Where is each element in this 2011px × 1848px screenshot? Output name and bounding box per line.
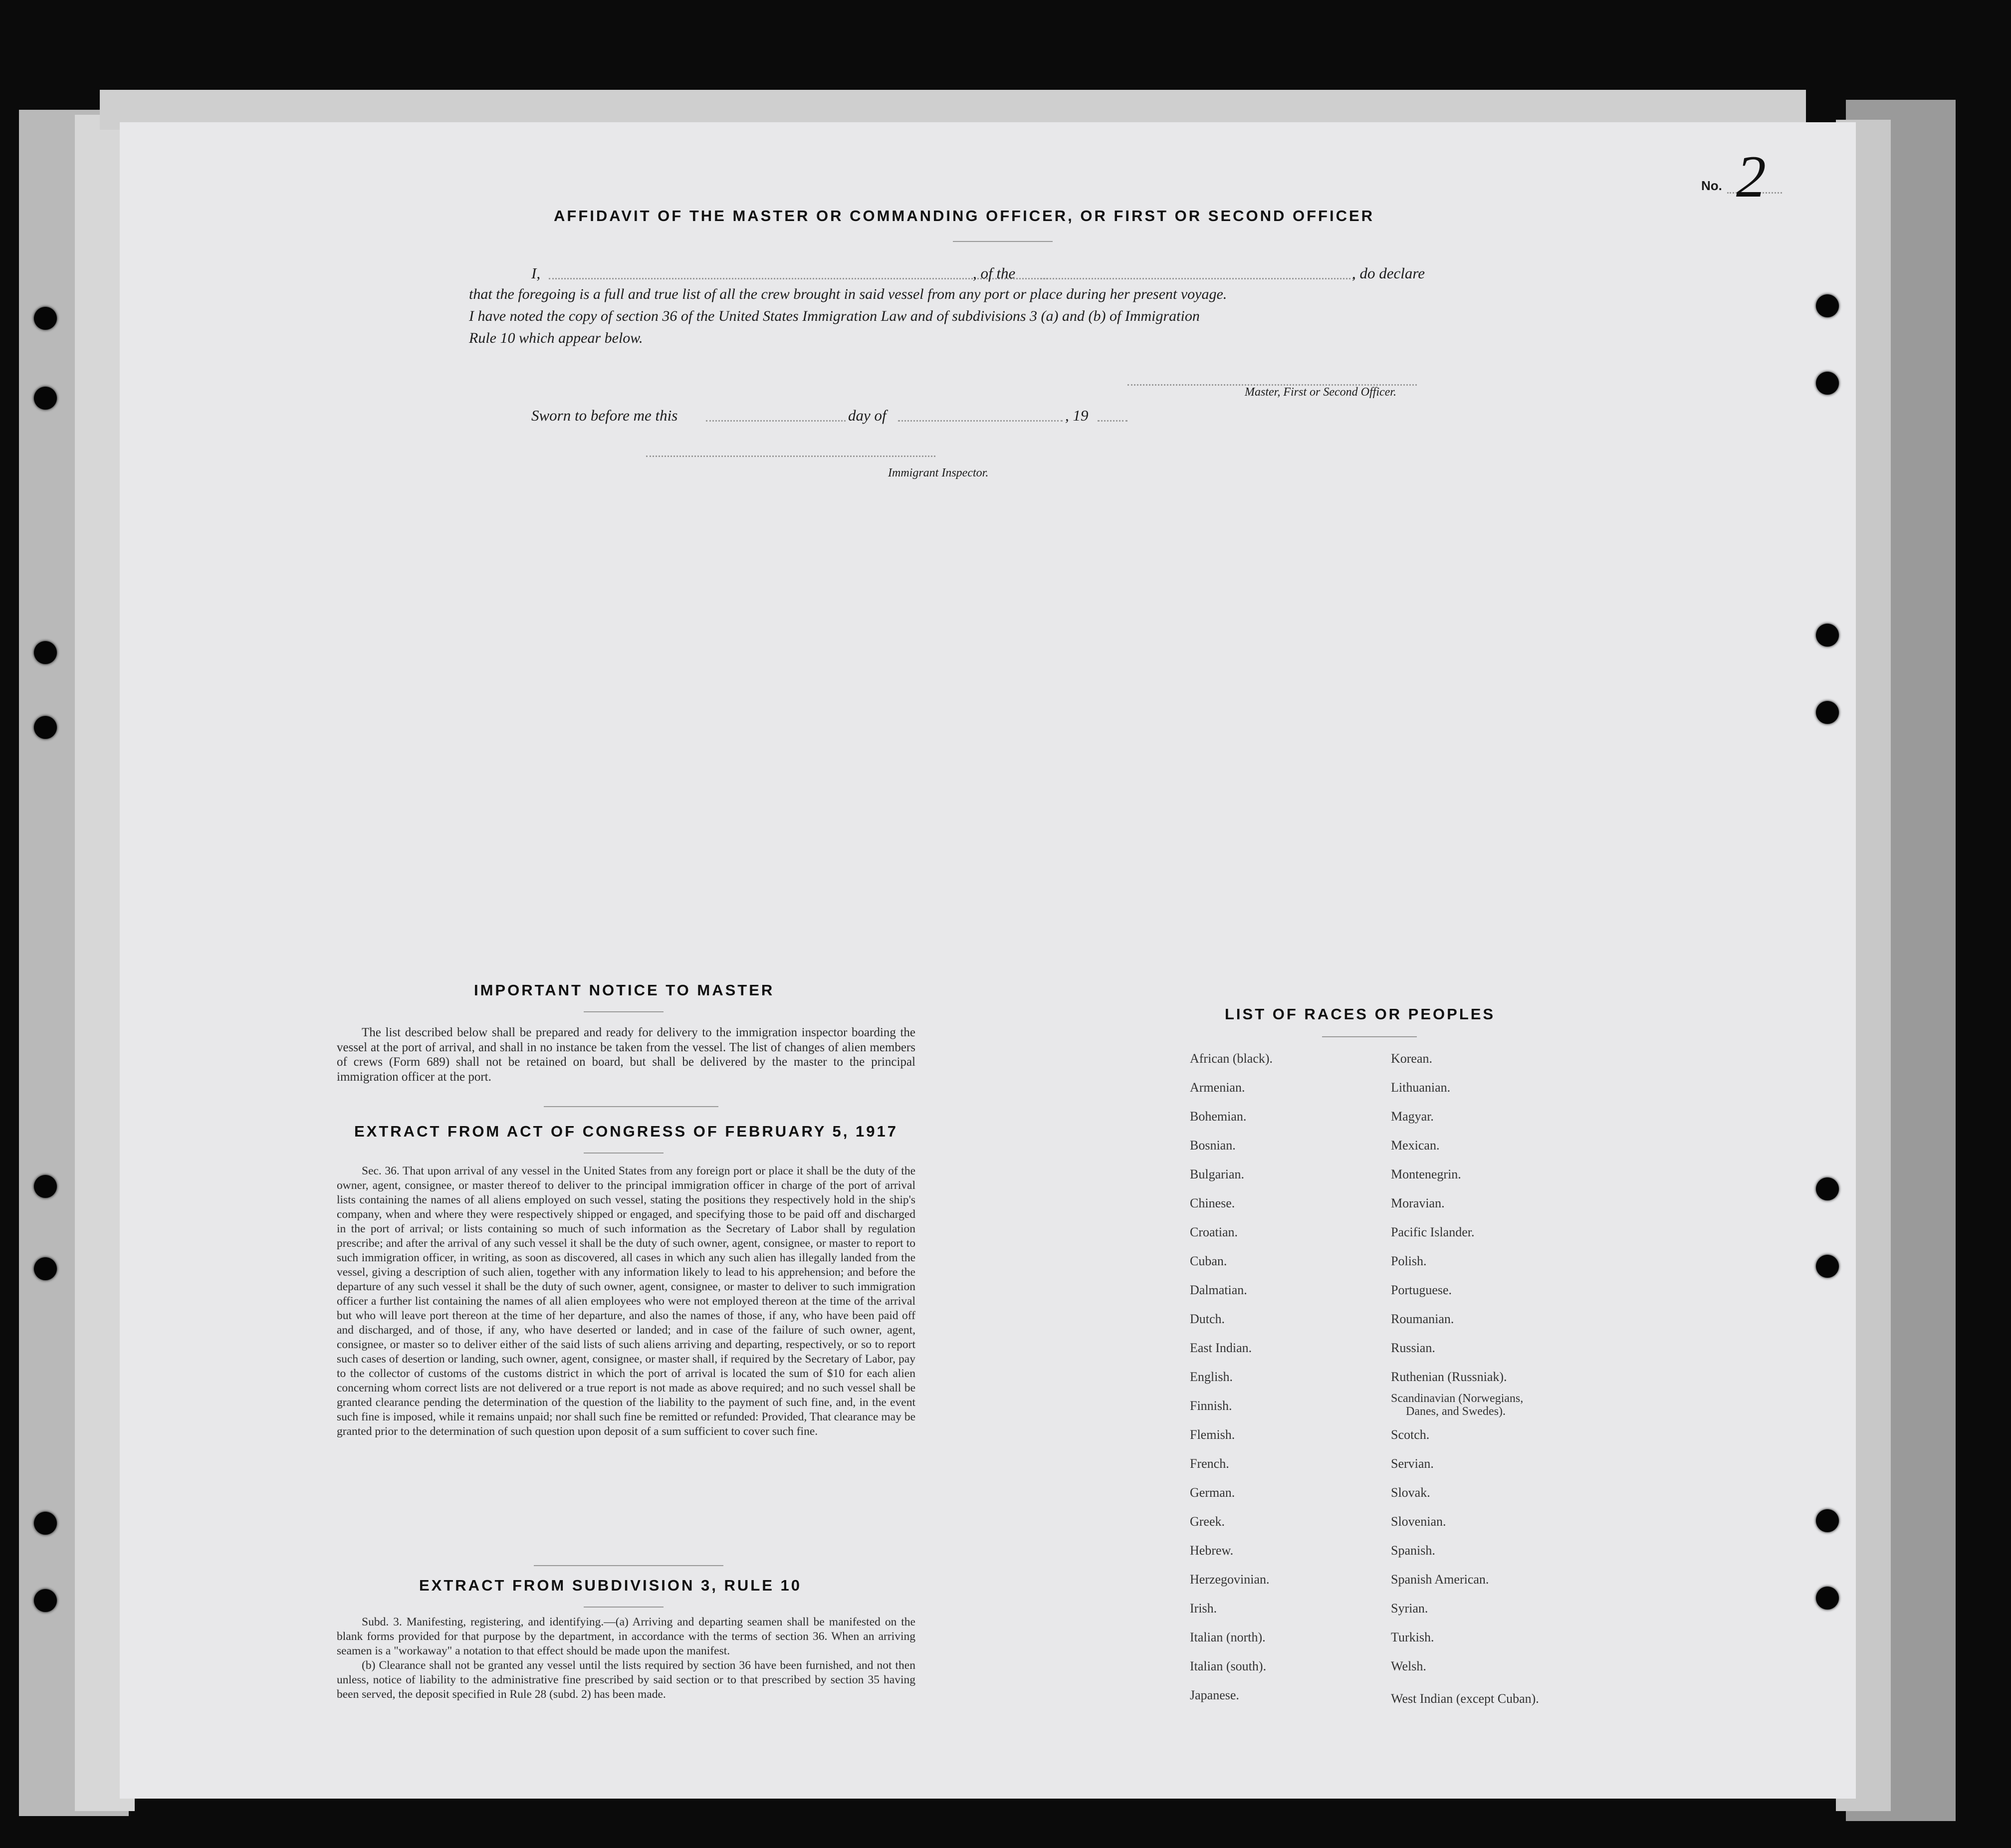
race-item: English.	[1190, 1370, 1233, 1384]
race-item: Moravian.	[1391, 1196, 1445, 1210]
race-item: West Indian (except Cuban).	[1391, 1691, 1539, 1706]
race-item: French.	[1190, 1456, 1229, 1471]
punch-hole	[34, 1175, 57, 1198]
notice-paragraph: The list described below shall be prepared and ready for delivery to the immigration inspector boarding the vessel at the port of arrival, and shall in no instance be taken from the vessel. The list of changes of alien members of crews (Form 689) shall not be retained on board, but shall be delivered by the master to the principal immigration officer at the port.	[337, 1026, 915, 1084]
race-item: Flemish.	[1190, 1427, 1235, 1442]
punch-hole	[34, 716, 57, 739]
race-item: Bosnian.	[1190, 1138, 1236, 1153]
race-item: Croatian.	[1190, 1225, 1238, 1239]
divider	[584, 1607, 664, 1608]
race-item: Spanish American.	[1391, 1572, 1489, 1587]
punch-hole	[1816, 1255, 1839, 1278]
punch-hole	[34, 641, 57, 664]
affidavit-title: AFFIDAVIT OF THE MASTER OR COMMANDING OFFICER, OR FIRST OR SECOND OFFICER	[554, 207, 1375, 225]
race-item: Polish.	[1391, 1254, 1427, 1268]
race-item: Chinese.	[1190, 1196, 1235, 1210]
race-item: Italian (south).	[1190, 1659, 1267, 1673]
race-item: Japanese.	[1190, 1688, 1239, 1702]
punch-hole	[1816, 624, 1839, 647]
master-caption: Master, First or Second Officer.	[1245, 386, 1396, 399]
inspector-caption: Immigrant Inspector.	[888, 466, 989, 479]
race-item: Finnish.	[1190, 1398, 1232, 1413]
punch-hole	[34, 1589, 57, 1612]
race-item: Scotch.	[1391, 1427, 1430, 1442]
extract-rule-text	[337, 1615, 915, 1702]
race-item: Korean.	[1391, 1051, 1433, 1066]
affidavit-do-declare: , do declare	[1352, 264, 1425, 282]
affidavit-line-2: that the foregoing is a full and true list of all the crew brought in said vessel from any port or place during her present voyage.	[469, 286, 1227, 302]
race-item: Ruthenian (Russniak).	[1391, 1370, 1507, 1384]
race-item-continuation: Danes, and Swedes).	[1406, 1405, 1506, 1418]
race-item: Bohemian.	[1190, 1109, 1247, 1124]
punch-hole	[1816, 1509, 1839, 1532]
race-item: Magyar.	[1391, 1109, 1434, 1124]
race-item: Lithuanian.	[1391, 1080, 1451, 1095]
race-item: Mexican.	[1391, 1138, 1440, 1153]
divider	[534, 1565, 723, 1566]
affidavit-i: I,	[531, 264, 541, 282]
subd-3-a-paragraph: Subd. 3. Manifesting, registering, and identifying.—(a) Arriving and departing seamen shall be manifested on the blank forms provided for that purpose by the department, in accordance with the terms of section 36. When an arriving seamen is a "workaway" a notation to that effect should be made upon the manifest.	[337, 1616, 915, 1657]
punch-hole	[1816, 701, 1839, 724]
punch-hole	[34, 387, 57, 410]
race-item: German.	[1190, 1485, 1235, 1500]
punch-hole	[1816, 1177, 1839, 1200]
affidavit-line-3: I have noted the copy of section 36 of the United States Immigration Law and of subdivisions 3 (a) and (b) of Immigration	[469, 308, 1200, 324]
race-item: Portuguese.	[1391, 1283, 1452, 1297]
punch-hole	[34, 307, 57, 330]
notice-title: IMPORTANT NOTICE TO MASTER	[474, 981, 775, 999]
extract-rule-title: EXTRACT FROM SUBDIVISION 3, RULE 10	[419, 1577, 802, 1594]
notice-text	[337, 1025, 915, 1084]
race-item: Cuban.	[1190, 1254, 1227, 1268]
race-item: Spanish.	[1391, 1543, 1435, 1558]
sheet-number-label: No.	[1701, 178, 1722, 193]
race-item: Irish.	[1190, 1601, 1217, 1616]
race-item: Scandinavian (Norwegians,	[1391, 1392, 1524, 1405]
race-item: East Indian.	[1190, 1341, 1252, 1355]
race-item: Greek.	[1190, 1514, 1225, 1529]
month-blank	[898, 420, 1063, 422]
affidavit-of-the: , of the	[973, 264, 1016, 282]
race-item: Slovak.	[1391, 1485, 1430, 1500]
year-prefix: , 19	[1065, 407, 1089, 424]
sworn-text: Sworn to before me this	[531, 407, 678, 424]
extract-act-title: EXTRACT FROM ACT OF CONGRESS OF FEBRUARY 5, 1917	[354, 1123, 898, 1140]
divider	[1322, 1036, 1417, 1037]
year-blank	[1098, 420, 1127, 422]
divider	[544, 1106, 718, 1107]
race-item: Dalmatian.	[1190, 1283, 1247, 1297]
race-item: Herzegovinian.	[1190, 1572, 1270, 1587]
punch-hole	[1816, 1587, 1839, 1610]
races-title: LIST OF RACES OR PEOPLES	[1225, 1005, 1496, 1023]
race-item: Italian (north).	[1190, 1630, 1266, 1644]
race-item: Russian.	[1391, 1341, 1435, 1355]
divider	[953, 241, 1053, 242]
day-blank	[706, 420, 846, 422]
vessel-blank	[1040, 278, 1354, 279]
punch-hole	[1816, 294, 1839, 317]
day-of-text: day of	[848, 407, 887, 424]
race-item: Bulgarian.	[1190, 1167, 1245, 1181]
race-item: Montenegrin.	[1391, 1167, 1461, 1181]
race-item: Welsh.	[1391, 1659, 1426, 1673]
race-item: Hebrew.	[1190, 1543, 1234, 1558]
divider	[584, 1153, 664, 1154]
race-item: Turkish.	[1391, 1630, 1434, 1644]
race-item: Pacific Islander.	[1391, 1225, 1475, 1239]
subd-3-b-paragraph: (b) Clearance shall not be granted any vessel until the lists required by section 36 have been furnished, and not then unless, notice of liability to the administrative fine prescribed by said section or to that prescribed by section 35 having been served, the deposit specified in Rule 28 (subd. 2) has been made.	[337, 1659, 915, 1701]
punch-hole	[1816, 372, 1839, 395]
inspector-signature-blank	[646, 456, 935, 457]
affidavit-line-4: Rule 10 which appear below.	[469, 330, 643, 346]
divider	[584, 1011, 664, 1012]
race-item: African (black).	[1190, 1051, 1273, 1066]
race-item: Roumanian.	[1391, 1312, 1454, 1326]
race-item: Servian.	[1391, 1456, 1434, 1471]
sheet-number-handwritten: 2	[1736, 143, 1766, 210]
punch-hole	[34, 1512, 57, 1535]
affidavit-sheet	[120, 122, 1856, 1799]
race-item: Slovenian.	[1391, 1514, 1446, 1529]
punch-hole	[34, 1257, 57, 1280]
sec-36-paragraph: Sec. 36. That upon arrival of any vessel in the United States from any foreign port or place it shall be the duty of the owner, agent, consignee, or master thereof to deliver to the principal immigration officer in charge of the port of arrival lists containing the names of all aliens employed on such vessel, stating the positions they respectively hold in the ship's company, when and where they were respectively shipped or engaged, and specifying those to be paid off and discharged in the port of arrival; or lists containing so much of such information as the Secretary of Labor shall by regulation prescribe; and after the arrival of any such vessel it shall be the duty of such owner, agent, consignee, or master to report to such immigration officer, in writing, as soon as discovered, all cases in which any such alien has illegally landed from the vessel, giving a description of such alien, together with any information likely to lead to his apprehension; and before the departure of any such vessel it shall be the duty of such owner, agent, consignee, or master to deliver to such immigration officer a further list containing the names of all alien employees who were not employed thereon at the time of the arrival but who will leave port thereon at the time of her departure, and also the names of those, if any, who have been paid off and discharged, and of those, if any, who have deserted or landed; and in case of the failure of such owner, agent, consignee, or master so to deliver either of the said lists of such aliens arriving and departing, respectively, or so to report such cases of desertion or landing, such owner, agent, consignee, or master shall, if required by the Secretary of Labor, pay to the collector of customs of the customs district in which the port of arrival is located the sum of $10 for each alien concerning whom correct lists are not delivered or a true report is not made as above required; and no such vessel shall be granted clearance pending the determination of the question of the liability to the payment of such fine, and, in the event such fine is imposed, while it remains unpaid; nor shall such fine be remitted or refunded: Provided, That clearance may be granted prior to the determination of such question upon deposit of a sum sufficient to cover such fine.	[337, 1164, 915, 1438]
race-item: Dutch.	[1190, 1312, 1225, 1326]
race-item: Armenian.	[1190, 1080, 1245, 1095]
extract-act-text	[337, 1164, 915, 1439]
race-item: Syrian.	[1391, 1601, 1428, 1616]
